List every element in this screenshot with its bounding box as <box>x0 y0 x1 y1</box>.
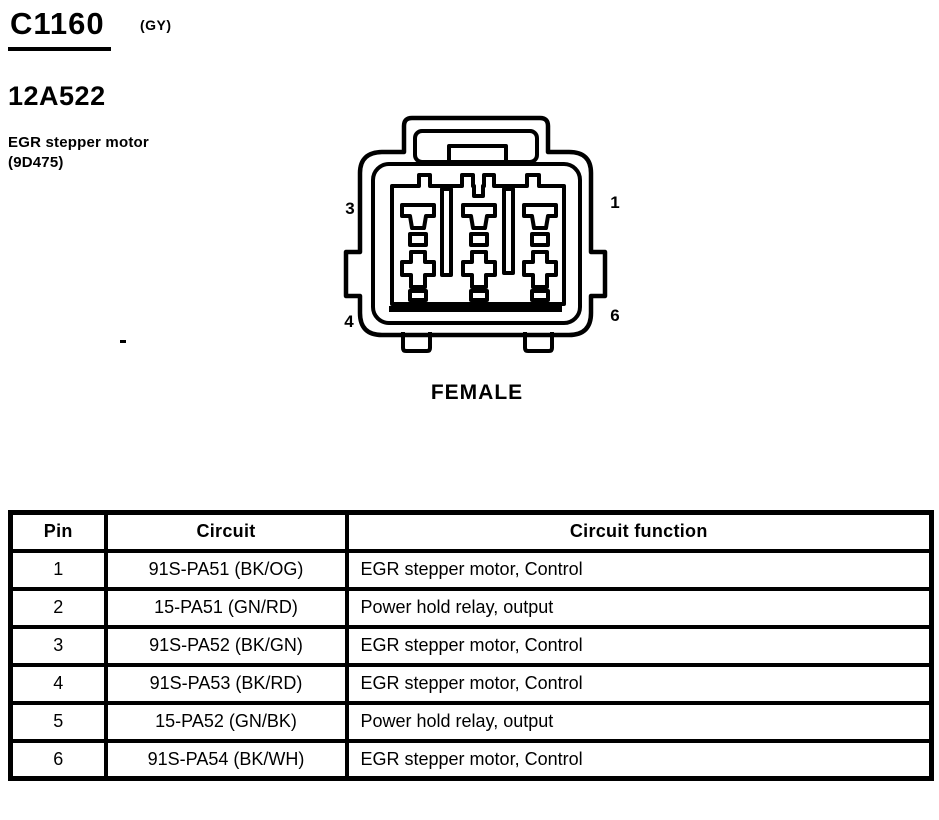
pin-number-bottom-left: 4 <box>344 312 354 331</box>
circuit-function-cell: EGR stepper motor, Control <box>347 551 932 589</box>
table-row <box>11 703 932 741</box>
header-circuit-function: Circuit function <box>347 513 932 551</box>
terminal-column-2 <box>463 205 495 300</box>
connector-color-code: (GY) <box>140 17 172 33</box>
connector-face-diagram <box>334 104 626 362</box>
pin-cell: 2 <box>11 589 106 627</box>
circuit-function-cell: EGR stepper motor, Control <box>347 741 932 779</box>
connector-key-rib-right <box>504 189 513 273</box>
circuit-function-cell: Power hold relay, output <box>347 703 932 741</box>
connector-view-label: FEMALE <box>430 381 524 404</box>
table-row <box>11 627 932 665</box>
header-pin: Pin <box>11 513 106 551</box>
component-code: (9D475) <box>8 154 64 171</box>
circuit-cell: 91S-PA52 (BK/GN) <box>106 627 347 665</box>
table-row <box>11 665 932 703</box>
circuit-cell: 91S-PA53 (BK/RD) <box>106 665 347 703</box>
pinout-table <box>8 510 934 781</box>
circuit-cell: 15-PA51 (GN/RD) <box>106 589 347 627</box>
part-number: 12A522 <box>8 81 106 111</box>
connector-key-rib-left <box>442 189 451 275</box>
circuit-cell: 91S-PA51 (BK/OG) <box>106 551 347 589</box>
pin-cell: 6 <box>11 741 106 779</box>
circuit-cell: 91S-PA54 (BK/WH) <box>106 741 347 779</box>
connector-cavity-outline <box>392 175 564 304</box>
table-row <box>11 551 932 589</box>
component-description <box>8 133 149 173</box>
stray-dot-mark <box>120 340 126 343</box>
pin-cell: 3 <box>11 627 106 665</box>
table-row <box>11 741 932 779</box>
pin-number-bottom-right: 6 <box>610 306 620 325</box>
pin-cell: 5 <box>11 703 106 741</box>
connector-cavity-bottom-band <box>389 306 562 312</box>
terminal-column-1 <box>402 205 434 300</box>
component-name: EGR stepper motor <box>8 134 149 151</box>
header-circuit: Circuit <box>106 513 347 551</box>
terminal-column-3 <box>524 205 556 300</box>
circuit-cell: 15-PA52 (GN/BK) <box>106 703 347 741</box>
circuit-function-cell: EGR stepper motor, Control <box>347 665 932 703</box>
circuit-function-cell: Power hold relay, output <box>347 589 932 627</box>
pin-number-top-right: 1 <box>610 193 620 212</box>
pin-cell: 1 <box>11 551 106 589</box>
pinout-header-row <box>11 513 932 551</box>
pin-number-top-left: 3 <box>345 199 355 218</box>
connector-id-title: C1160 <box>8 6 111 51</box>
pin-cell: 4 <box>11 665 106 703</box>
table-row <box>11 589 932 627</box>
circuit-function-cell: EGR stepper motor, Control <box>347 627 932 665</box>
